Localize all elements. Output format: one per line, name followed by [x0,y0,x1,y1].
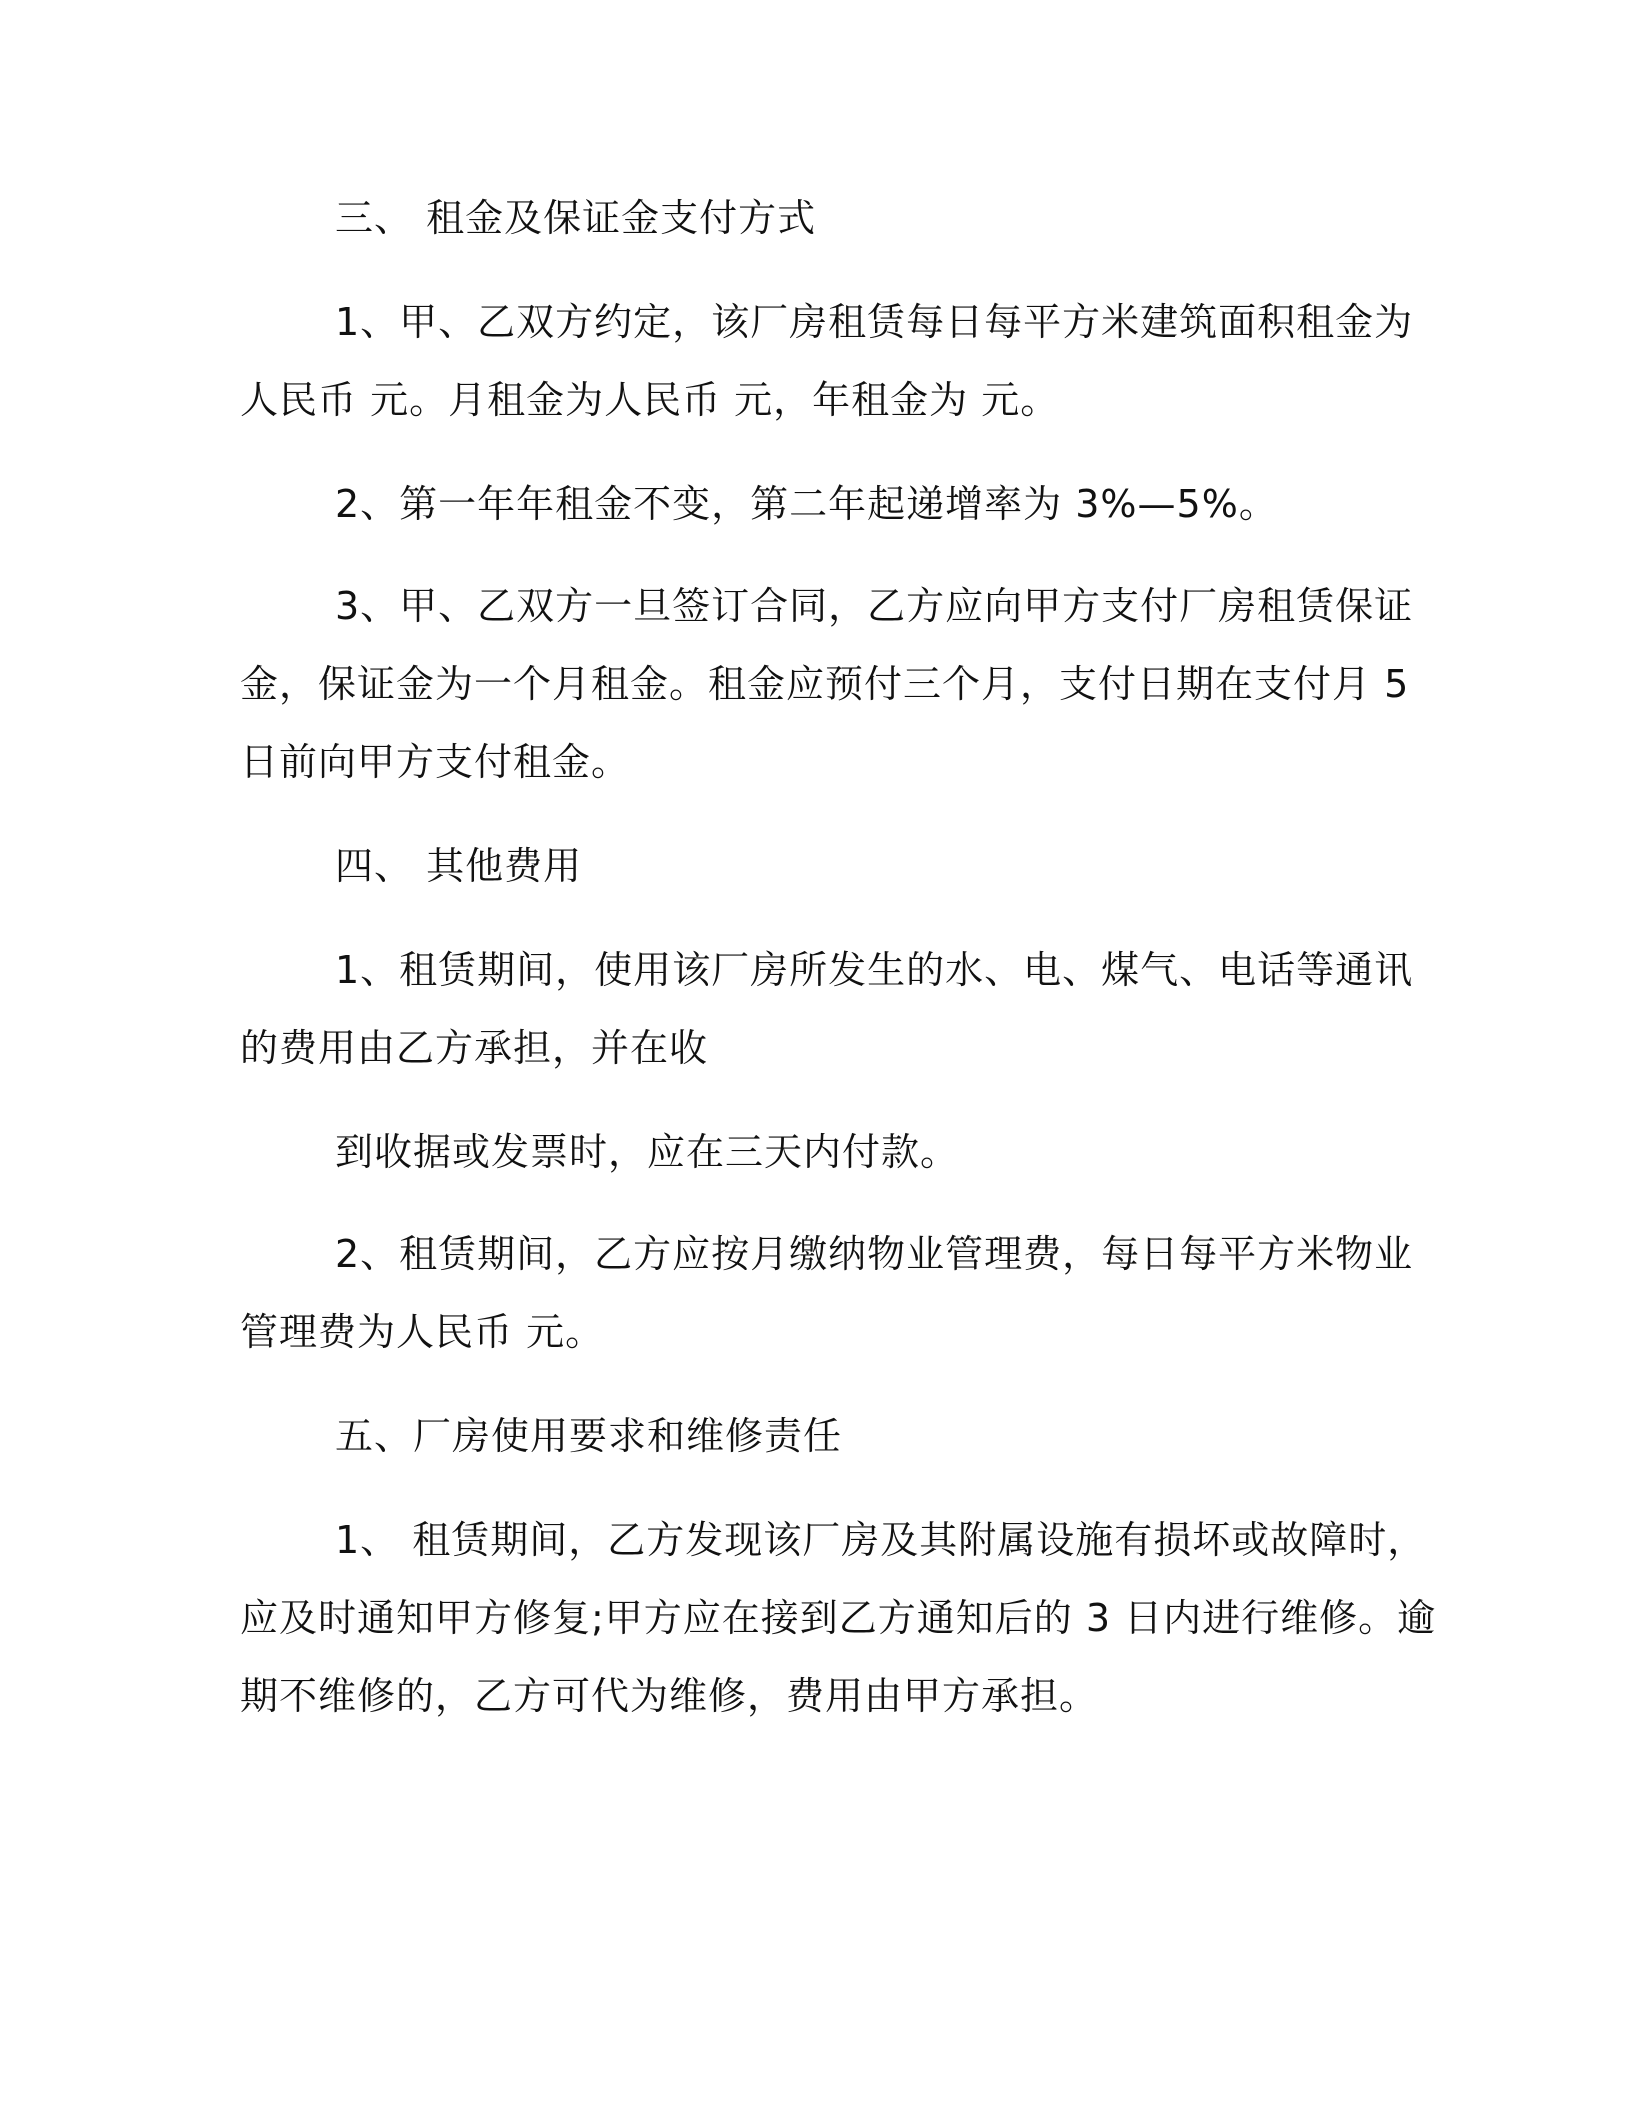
paragraph-line: 3、甲、乙双方一旦签订合同，乙方应向甲方支付厂房租赁保证 [335,584,1414,628]
paragraph-line: 2、第一年年租金不变，第二年起递增率为 3%—5%。 [335,482,1278,526]
paragraph-line: 管理费为人民币 元。 [240,1310,605,1354]
paragraph-line: 1、租赁期间，使用该厂房所发生的水、电、煤气、电话等通讯 [335,948,1414,992]
paragraph-line: 到收据或发票时，应在三天内付款。 [335,1130,960,1174]
paragraph-line: 应及时通知甲方修复;甲方应在接到乙方通知后的 3 日内进行维修。逾 [240,1596,1437,1640]
paragraph-line: 金，保证金为一个月租金。租金应预付三个月，支付日期在支付月 5 [240,662,1410,706]
section-heading-3: 三、 租金及保证金支付方式 [335,196,817,240]
paragraph-line: 期不维修的，乙方可代为维修，费用由甲方承担。 [240,1674,1099,1718]
paragraph-line: 1、甲、乙双方约定，该厂房租赁每日每平方米建筑面积租金为 [335,300,1414,344]
section-heading-5: 五、厂房使用要求和维修责任 [335,1414,843,1458]
section-heading-4: 四、 其他费用 [335,844,583,888]
paragraph-line: 2、租赁期间，乙方应按月缴纳物业管理费，每日每平方米物业 [335,1232,1414,1276]
paragraph-line: 1、 租赁期间，乙方发现该厂房及其附属设施有损坏或故障时， [335,1518,1427,1562]
paragraph-line: 日前向甲方支付租金。 [240,740,631,784]
paragraph-line: 人民币 元。月租金为人民币 元，年租金为 元。 [240,378,1060,422]
paragraph-line: 的费用由乙方承担，并在收 [240,1026,709,1070]
